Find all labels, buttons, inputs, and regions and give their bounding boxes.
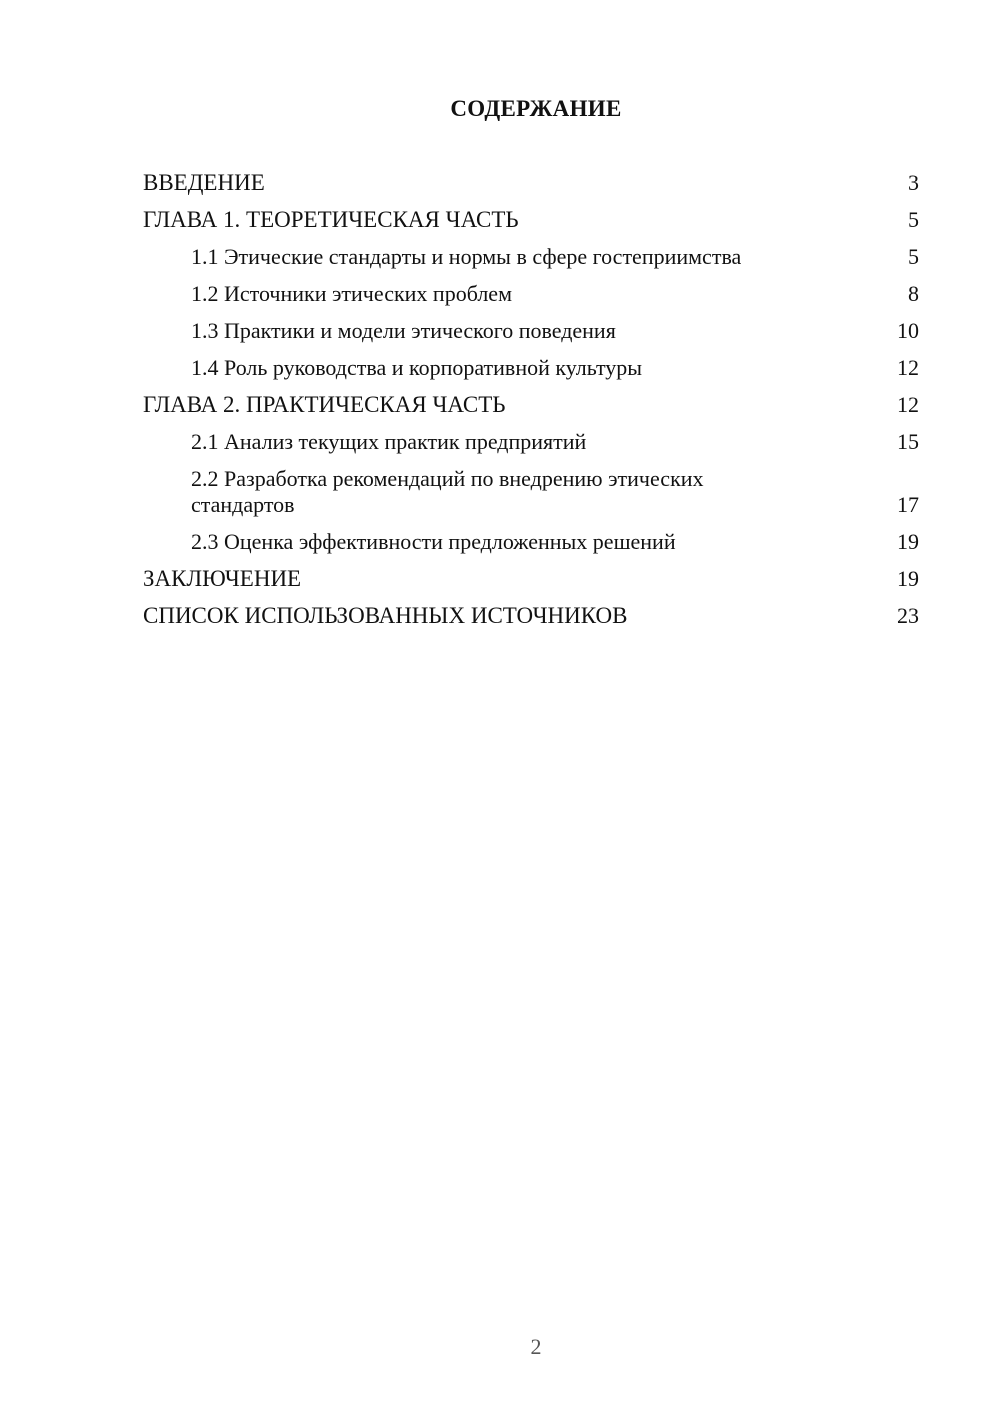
toc-entry-label: 1.3 Практики и модели этического поведения <box>191 318 616 343</box>
toc-entry-page: 12 <box>897 355 919 380</box>
toc-entry-chapter-2[interactable] <box>143 392 919 418</box>
toc-entry-page: 10 <box>897 318 919 343</box>
toc-entry-label: ВВЕДЕНИЕ <box>143 170 265 195</box>
toc-entry-page: 12 <box>897 392 919 417</box>
toc-entry-label: ГЛАВА 2. ПРАКТИЧЕСКАЯ ЧАСТЬ <box>143 392 506 417</box>
toc-entry-section-1-2[interactable] <box>143 281 919 307</box>
toc-entry-page: 3 <box>908 170 919 195</box>
toc-entry-label: 1.1 Этические стандарты и нормы в сфере гостеприимства <box>191 244 742 269</box>
toc-title: СОДЕРЖАНИЕ <box>450 96 622 121</box>
toc-entry-section-2-1[interactable] <box>143 429 919 455</box>
toc-entry-label: ЗАКЛЮЧЕНИЕ <box>143 566 302 591</box>
toc-entry-page: 19 <box>897 566 919 591</box>
table-of-contents <box>143 170 919 640</box>
toc-entry-conclusion[interactable] <box>143 566 919 592</box>
toc-entry-label: СПИСОК ИСПОЛЬЗОВАННЫХ ИСТОЧНИКОВ <box>143 603 628 628</box>
toc-entry-label: ГЛАВА 1. ТЕОРЕТИЧЕСКАЯ ЧАСТЬ <box>143 207 519 232</box>
toc-entry-page: 15 <box>897 429 919 454</box>
toc-entry-section-1-3[interactable] <box>143 318 919 344</box>
toc-entry-references[interactable] <box>143 603 919 629</box>
toc-entry-page: 23 <box>897 603 919 628</box>
toc-entry-introduction[interactable] <box>143 170 919 196</box>
toc-entry-section-2-3[interactable] <box>143 529 919 555</box>
toc-entry-page: 8 <box>908 281 919 306</box>
toc-entry-label: 2.1 Анализ текущих практик предприятий <box>191 429 587 454</box>
toc-entry-label: 2.2 Разработка рекомендаций по внедрению этических стандартов <box>191 466 704 517</box>
toc-entry-page: 5 <box>908 207 919 232</box>
toc-entry-page: 19 <box>897 529 919 554</box>
toc-entry-chapter-1[interactable] <box>143 207 919 233</box>
toc-entry-label: 1.2 Источники этических проблем <box>191 281 512 306</box>
toc-entry-section-2-2[interactable] <box>143 466 919 518</box>
toc-entry-section-1-1[interactable] <box>143 244 919 270</box>
toc-entry-label: 2.3 Оценка эффективности предложенных решений <box>191 529 676 554</box>
page-number: 2 <box>530 1334 542 1359</box>
toc-entry-page: 17 <box>897 492 919 517</box>
toc-entry-label: 1.4 Роль руководства и корпоративной культуры <box>191 355 643 380</box>
toc-entry-section-1-4[interactable] <box>143 355 919 381</box>
toc-entry-page: 5 <box>908 244 919 269</box>
